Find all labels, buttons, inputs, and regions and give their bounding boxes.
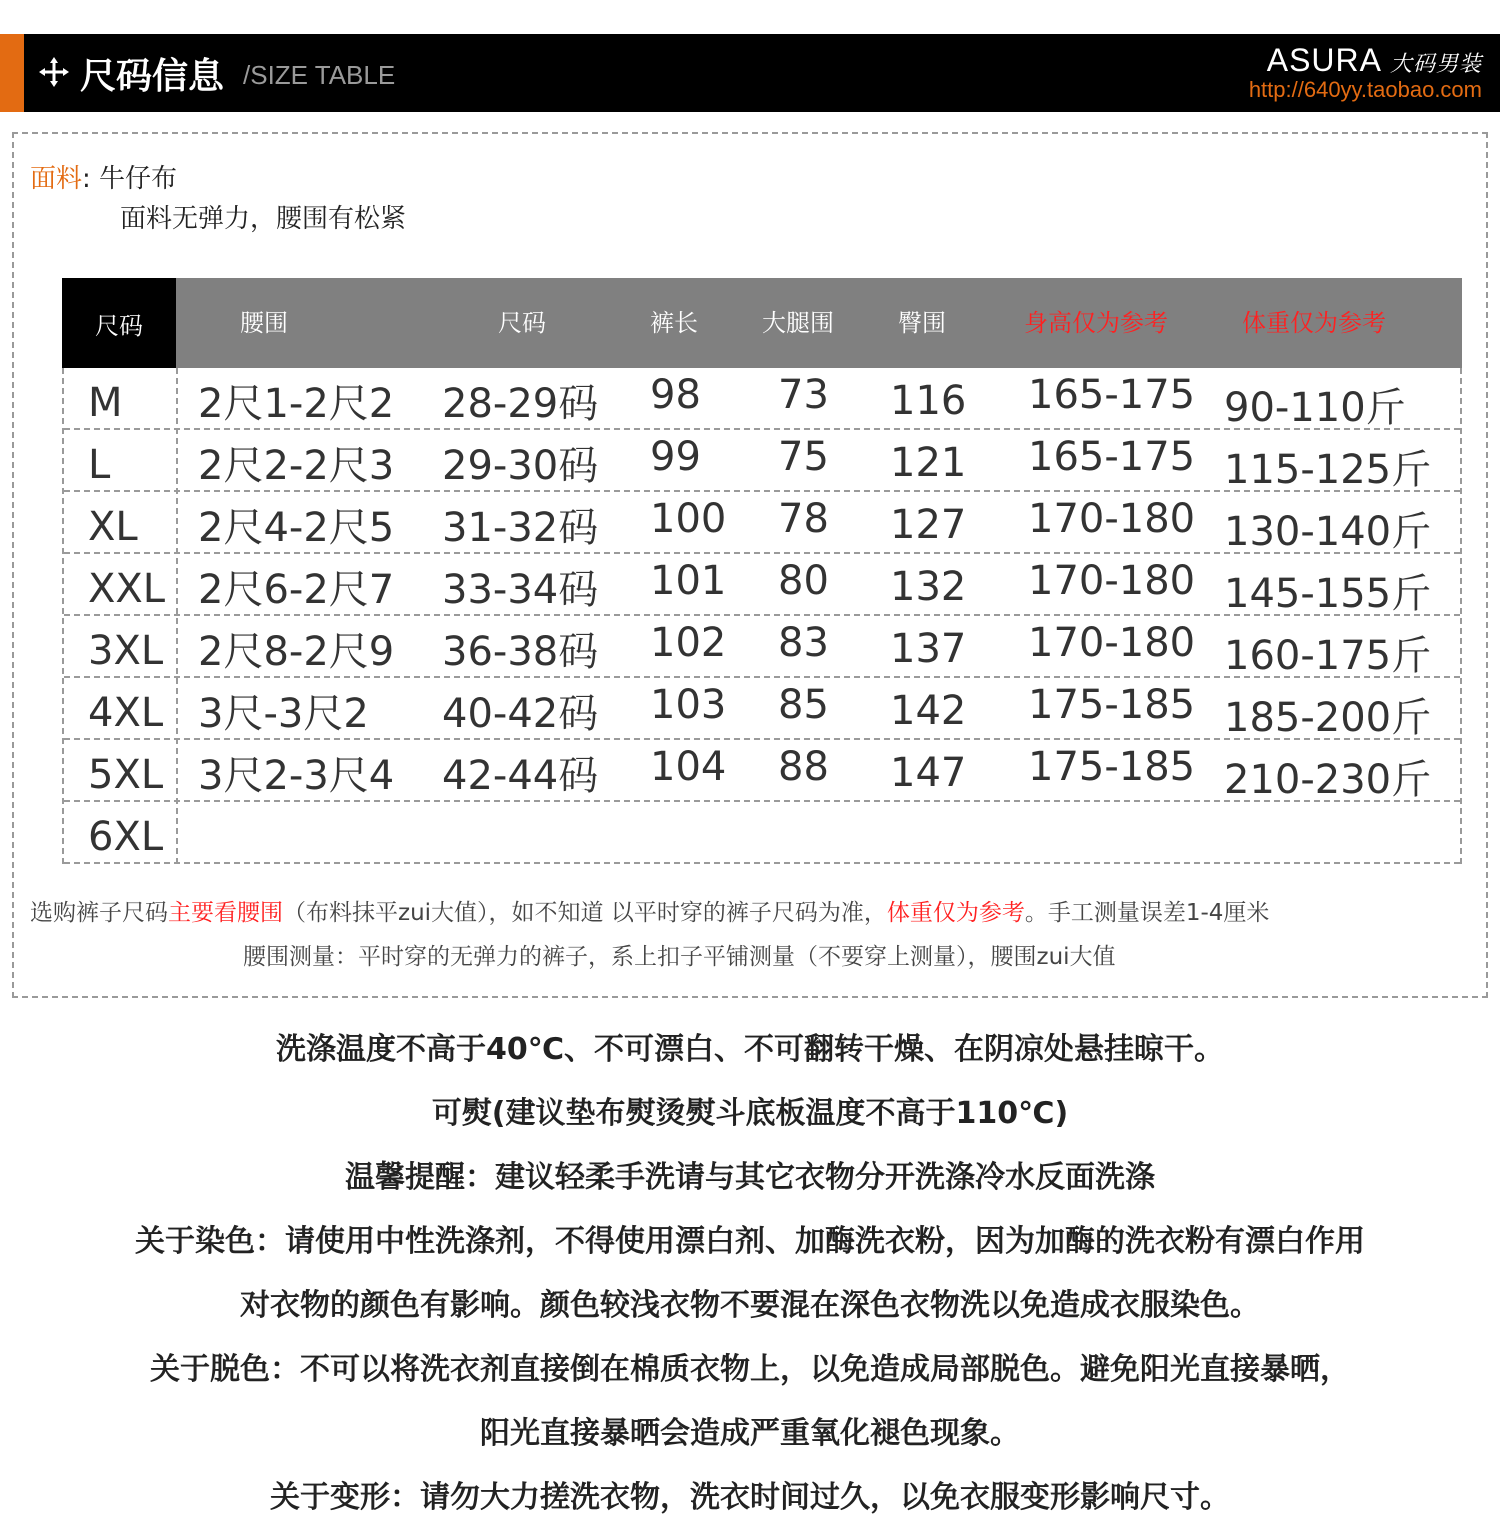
header-thigh: 大腿围 [762,309,834,337]
table-body [62,368,1462,864]
table-row [64,368,1460,430]
note-part: 选购裤子尺码 [30,900,168,926]
table-row [64,554,1460,616]
care-line: 温馨提醒：建议轻柔手洗请与其它衣物分开洗涤冷水反面洗涤 [345,1160,1155,1195]
brand-name-cn: 大码男装 [1389,52,1482,77]
page-title: 尺码信息 [80,56,225,97]
fabric-line [30,158,177,195]
cell-size: 3XL [88,628,164,674]
cell-waist: 3尺-3尺2 [198,691,369,737]
cell-code: 31-32码 [442,505,599,551]
cell-code: 40-42码 [442,691,599,737]
note-part: 。手工测量误差1-4厘米 [1024,900,1270,926]
header-weight: 体重仅为参考 [1242,309,1386,337]
cell-height: 170-180 [1028,558,1196,604]
cell-waist: 3尺2-3尺4 [198,753,395,799]
cell-length: 100 [650,496,727,542]
cell-size: 5XL [88,752,164,798]
cell-hip: 127 [890,502,967,548]
header-length: 裤长 [650,309,698,337]
cell-size: M [88,380,123,426]
note-part: （布料抹平zui大值），如不知道 以平时穿的裤子尺码为准， [283,900,887,926]
table-row [64,740,1460,802]
cell-height: 165-175 [1028,434,1196,480]
cell-length: 101 [650,558,727,604]
cell-weight: 145-155斤 [1224,571,1432,617]
cell-code: 29-30码 [442,443,599,489]
care-line: 对衣物的颜色有影响。颜色较浅衣物不要混在深色衣物洗以免造成衣服染色。 [240,1288,1260,1323]
header-size: 尺码 [62,278,176,368]
size-note-line1 [30,894,1269,927]
cell-weight: 115-125斤 [1224,447,1432,493]
cell-length: 99 [650,434,701,480]
table-row [64,430,1460,492]
header-code: 尺码 [498,309,546,337]
care-line: 可熨(建议垫布熨烫熨斗底板温度不高于110℃) [431,1096,1069,1131]
cell-code: 36-38码 [442,629,599,675]
header-bar [0,34,1500,112]
size-table [62,278,1462,864]
fabric-label: 面料 [30,164,83,194]
cell-code: 28-29码 [442,381,599,427]
care-line: 阳光直接暴晒会造成严重氧化褪色现象。 [480,1416,1020,1451]
page-subtitle: /SIZE TABLE [243,60,396,90]
cell-hip: 147 [890,750,967,796]
cell-height: 175-185 [1028,682,1196,728]
cell-weight: 185-200斤 [1224,695,1432,741]
cell-weight: 130-140斤 [1224,509,1432,555]
brand-name-en: ASURA [1266,42,1382,78]
brand-url[interactable]: http://640yy.taobao.com [1248,77,1482,102]
cell-size: 6XL [88,814,164,860]
cell-length: 102 [650,620,727,666]
header-accent [0,34,24,112]
cell-hip: 132 [890,564,967,610]
cell-waist: 2尺4-2尺5 [198,505,395,551]
header-height: 身高仅为参考 [1024,309,1168,337]
note-highlight: 体重仅为参考 [886,900,1025,926]
cell-thigh: 73 [778,372,829,418]
table-row [64,492,1460,554]
cell-thigh: 80 [778,558,829,604]
cell-size: 4XL [88,690,164,736]
note-highlight: 主要看腰围 [168,900,283,926]
care-line: 洗涤温度不高于40℃、不可漂白、不可翻转干燥、在阴凉处悬挂晾干。 [275,1032,1225,1067]
header-hip: 臀围 [898,309,946,337]
brand-name [1249,42,1482,79]
cross-arrows-icon [38,56,70,88]
cell-height: 170-180 [1028,496,1196,542]
cell-hip: 121 [890,440,967,486]
fabric-note: 面料无弹力，腰围有松紧 [120,204,407,234]
fabric-value: 牛仔布 [99,164,178,194]
cell-waist: 2尺6-2尺7 [198,567,395,613]
brand-block [1249,42,1482,103]
care-line: 关于染色：请使用中性洗涤剂，不得使用漂白剂、加酶洗衣粉，因为加酶的洗衣粉有漂白作用 [135,1224,1365,1259]
cell-waist: 2尺8-2尺9 [198,629,395,675]
cell-code: 33-34码 [442,567,599,613]
cell-waist: 2尺2-2尺3 [198,443,395,489]
cell-length: 98 [650,372,701,418]
cell-hip: 137 [890,626,967,672]
care-line: 关于脱色：不可以将洗衣剂直接倒在棉质衣物上，以免造成局部脱色。避免阳光直接暴晒， [150,1352,1350,1387]
table-row [64,616,1460,678]
cell-thigh: 88 [778,744,829,790]
cell-length: 103 [650,682,727,728]
table-header [62,278,1462,368]
cell-thigh: 85 [778,682,829,728]
cell-height: 170-180 [1028,620,1196,666]
table-row [64,802,1460,864]
cell-height: 175-185 [1028,744,1196,790]
cell-waist: 2尺1-2尺2 [198,381,395,427]
cell-weight: 160-175斤 [1224,633,1432,679]
cell-code: 42-44码 [442,753,599,799]
fabric-separator: : [82,164,91,194]
cell-height: 165-175 [1028,372,1196,418]
header-waist: 腰围 [240,309,288,337]
size-note-line2: 腰围测量：平时穿的无弹力的裤子，系上扣子平铺测量（不要穿上测量），腰围zui大值 [243,944,1116,970]
cell-thigh: 78 [778,496,829,542]
cell-hip: 116 [890,378,967,424]
care-line: 关于变形：请勿大力搓洗衣物，洗衣时间过久，以免衣服变形影响尺寸。 [270,1480,1230,1515]
cell-thigh: 75 [778,434,829,480]
cell-weight: 210-230斤 [1224,757,1432,803]
cell-size: XL [88,504,138,550]
cell-size: L [88,442,111,488]
cell-length: 104 [650,744,727,790]
cell-thigh: 83 [778,620,829,666]
cell-hip: 142 [890,688,967,734]
table-row [64,678,1460,740]
cell-weight: 90-110斤 [1224,385,1406,431]
cell-size: XXL [88,566,166,612]
